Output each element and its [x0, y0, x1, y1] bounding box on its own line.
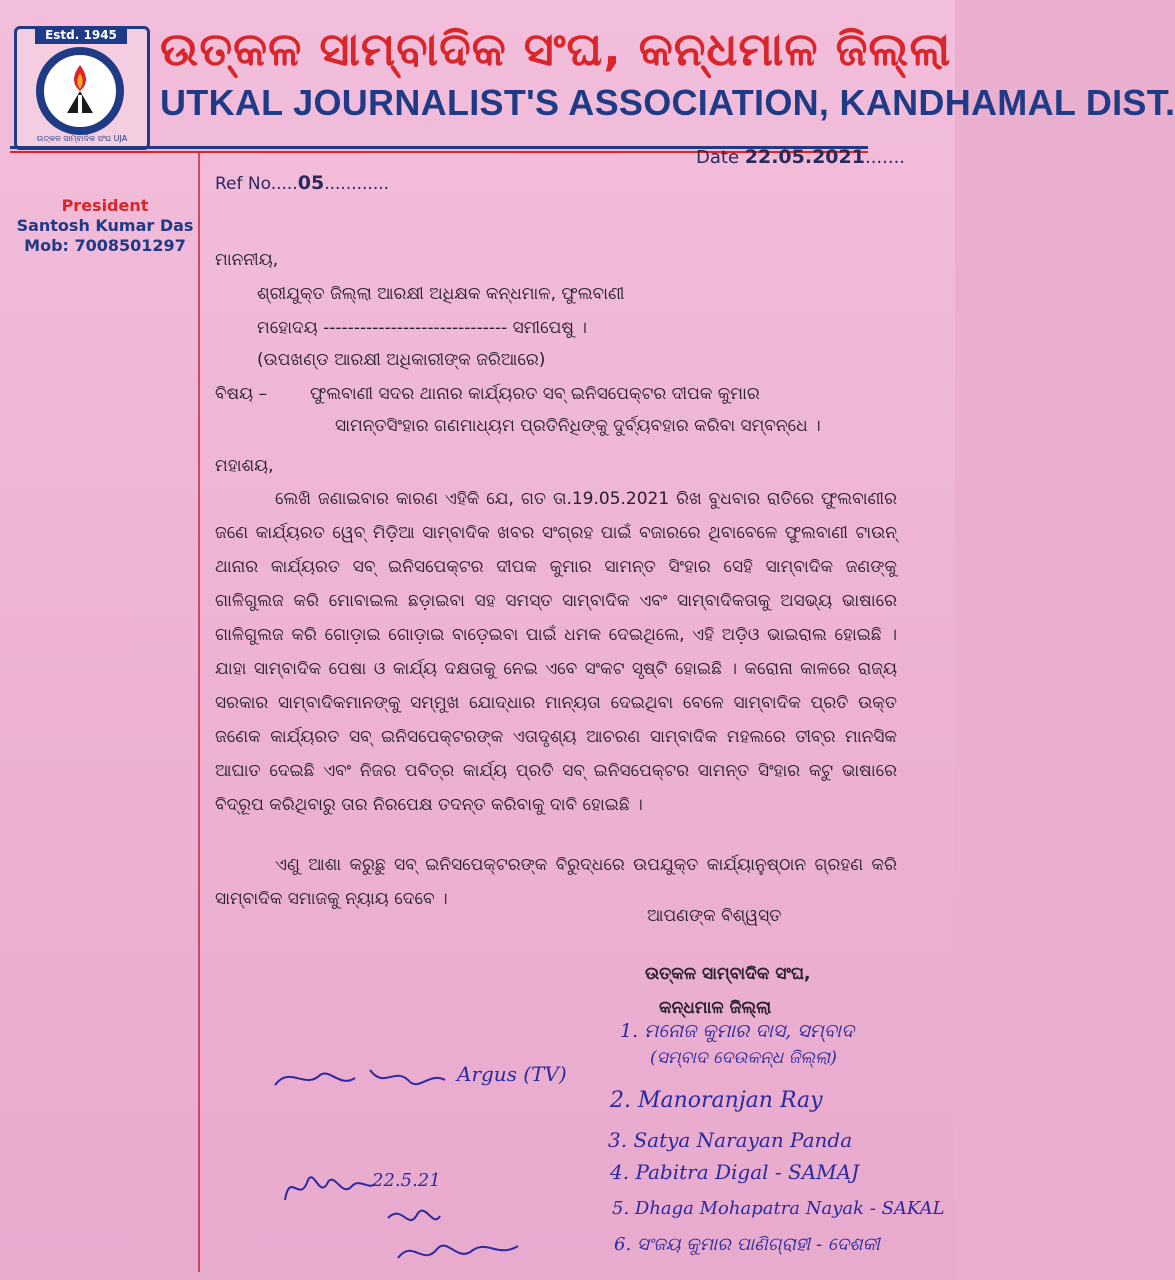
signature-5: 5. Dhaga Mohapatra Nayak - SAKAL: [612, 1198, 945, 1219]
subject-line-2: ସାମନ୍ତସିଂହାର ଗଣମାଧ୍ୟମ ପ୍ରତିନିଧିଙ୍କୁ ଦୁର୍ବ୍ୟବହାର କରିବା ସମ୍ବନ୍ଧେ ।: [335, 416, 821, 436]
ref-field: Ref No.....05............: [215, 172, 390, 194]
president-mobile: Mob: 7008501297: [24, 236, 186, 255]
date-value: 22.05.2021: [744, 146, 865, 168]
signature-4: 4. Pabitra Digal - SAMAJ: [610, 1160, 860, 1184]
ref-value: 05: [297, 172, 325, 194]
president-name: Santosh Kumar Das: [16, 216, 194, 235]
estd-badge: Estd. 1945: [35, 26, 127, 44]
president-block: [14, 196, 196, 256]
subject-label: ବିଷୟ –: [215, 384, 268, 404]
honorific-line: ମହୋଦୟ ------------------------------ ସମୀପେଷୁ ।: [257, 318, 587, 338]
subject-line-1: ଫୁଲବାଣୀ ସଦର ଥାନାର କାର୍ଯ୍ୟରତ ସବ୍ ଇନିସପେକ୍ଟର ଦୀପକ କୁମାର: [310, 384, 760, 404]
via-line: (ଉପଖଣ୍ଡ ଆରକ୍ଷୀ ଅଧିକାରୀଙ୍କ ଜରିଆରେ): [257, 350, 546, 370]
salutation-top: ମାନନୀୟ,: [215, 250, 279, 270]
title-odia: ଉତ୍କଳ ସାମ୍ବାଦିକ ସଂଘ, କନ୍ଧମାଳ ଜିଲ୍ଲା: [160, 22, 952, 76]
signature-1-affiliation: (ସମ୍ବାଦ ଦେଉକନ୍ଧ ଜିଲ୍ଲା): [650, 1048, 837, 1068]
signature-date: 22.5.21: [372, 1170, 441, 1191]
org-line-2: କନ୍ଧମାଳ ଜିଲ୍ଲା: [659, 998, 772, 1018]
signature-note-argus: Argus (TV): [457, 1062, 567, 1086]
logo-tagline: ଉତ୍କଳ ସାମ୍ବାଦିକ ସଂଘ UJA: [36, 134, 128, 143]
handwritten-signature-left-2: [280, 1160, 380, 1210]
body-paragraph-1: ଲେଖି ଜଣାଇବାର କାରଣ ଏହିକି ଯେ, ଗତ ତା.19.05.2021 ରିଖ ବୁଧବାର ରାତିରେ ଫୁଲବାଣୀର ଜଣେ କାର୍ଯ୍ୟରତ ୱେବ୍ ମିଡ଼ିଆ ସାମ୍ବାଦିକ ଖବର ସଂଗ୍ରହ ପାଇଁ ବଜାରରେ ଥିବାବେଳେ ଫୁଲବାଣୀ ଟାଉନ୍ ଥାନାର କାର୍ଯ୍ୟରତ ସବ୍ ଇନିସପେକ୍ଟର ଦୀପକ କୁମାର ସାମନ୍ତ ସିଂହାର ସେହି ସାମ୍ବାଦିକ ଜଣଙ୍କୁ ଗାଳିଗୁଲଜ କରି ମୋବାଇଲ ଛଡ଼ାଇବା ସହ ସମସ୍ତ ସାମ୍ବାଦିକ ଏବଂ ସାମ୍ବାଦିକତାକୁ ଅସଭ୍ୟ ଭାଷାରେ ଗାଳିଗୁଲଜ କରି ଗୋଡ଼ାଇ ଗୋଡ଼ାଇ ବାଡ଼େଇବା ପାଇଁ ଧମକ ଦେଇଥିଲେ, ଏହି ଅଡ଼ିଓ ଭାଇରାଲ ହୋଇଛି । ଯାହା ସାମ୍ବାଦିକ ପେଷା ଓ କାର୍ଯ୍ୟ ଦକ୍ଷତାକୁ ନେଇ ଏବେ ସଂକଟ ସୃଷ୍ଟି ହୋଇଛି । କରୋନା କାଳରେ ରାଜ୍ୟ ସରକାର ସାମ୍ବାଦିକମାନଙ୍କୁ ସମ୍ମୁଖ ଯୋଦ୍ଧାର ମାନ୍ୟତା ଦେଇଥିବା ବେଳେ ସାମ୍ବାଦିକ ପ୍ରତି ଉକ୍ତ ଜଣେକ କାର୍ଯ୍ୟରତ ସବ୍ ଇନିସପେକ୍ଟରଙ୍କ ଏତାଦୃଶ୍ୟ ଆଚରଣ ସାମ୍ବାଦିକ ମହଲରେ ତୀବ୍ର ମାନସିକ ଆଘାତ ଦେଇଛି ଏବଂ ନିଜର ପବିତ୍ର କାର୍ଯ୍ୟ ପ୍ରତି ସବ୍ ଇନିସପେକ୍ଟର ସାମନ୍ତ ସିଂହାର କଟୁ ଭାଷାରେ ବିଦ୍ରୂପ କରିଥିବାରୁ ତାର ନିରପେକ୍ଷ ତଦନ୍ତ କରିବାକୁ ଦାବି ହୋଇଛି ।: [215, 489, 897, 815]
addressee: ଶ୍ରୀଯୁକ୍ତ ଜିଲ୍ଲା ଆରକ୍ଷୀ ଅଧିକ୍ଷକ କନ୍ଧମାଳ, ଫୁଲବାଣୀ: [257, 284, 625, 304]
handwritten-signature-left-1: [270, 1060, 470, 1100]
margin-rule: [198, 152, 200, 1272]
signature-6: 6. ସଂଜୟ କୁମାର ପାଣିଗ୍ରାହୀ - ଦେଶକୀ: [614, 1234, 880, 1255]
signature-2: 2. Manoranjan Ray: [610, 1088, 823, 1113]
signature-1: 1. ମନୋଜ କୁମାର ଦାସ, ସମ୍ବାଦ: [620, 1020, 855, 1042]
closing: ଆପଣଙ୍କ ବିଶ୍ୱସ୍ତ: [647, 906, 782, 926]
pen-flame-seal-icon: [27, 43, 133, 135]
date-label: Date: [696, 147, 740, 168]
signature-3: 3. Satya Narayan Panda: [608, 1128, 853, 1152]
title-english: UTKAL JOURNALIST'S ASSOCIATION, KANDHAMAL DIST.: [160, 82, 1175, 123]
handwritten-signature-left-3: [378, 1198, 528, 1278]
president-role: President: [61, 196, 149, 215]
date-field: Date 22.05.2021.......: [696, 146, 906, 168]
salutation: ମହାଶୟ,: [215, 456, 274, 476]
association-logo: [14, 26, 150, 150]
ref-label: Ref No.....: [215, 174, 298, 194]
org-line-1: ଉତ୍କଳ ସାମ୍ବାଦିକ ସଂଘ,: [645, 964, 811, 984]
body-paragraph-2: ଏଣୁ ଆଶା କରୁଛୁ ସବ୍ ଇନିସପେକ୍ଟରଙ୍କ ବିରୁଦ୍ଧରେ ଉପଯୁକ୍ତ କାର୍ଯ୍ୟାନୁଷ୍ଠାନ ଗ୍ରହଣ କରି ସାମ୍ବାଦିକ ସମାଜକୁ ନ୍ୟାୟ ଦେବେ ।: [215, 855, 897, 909]
